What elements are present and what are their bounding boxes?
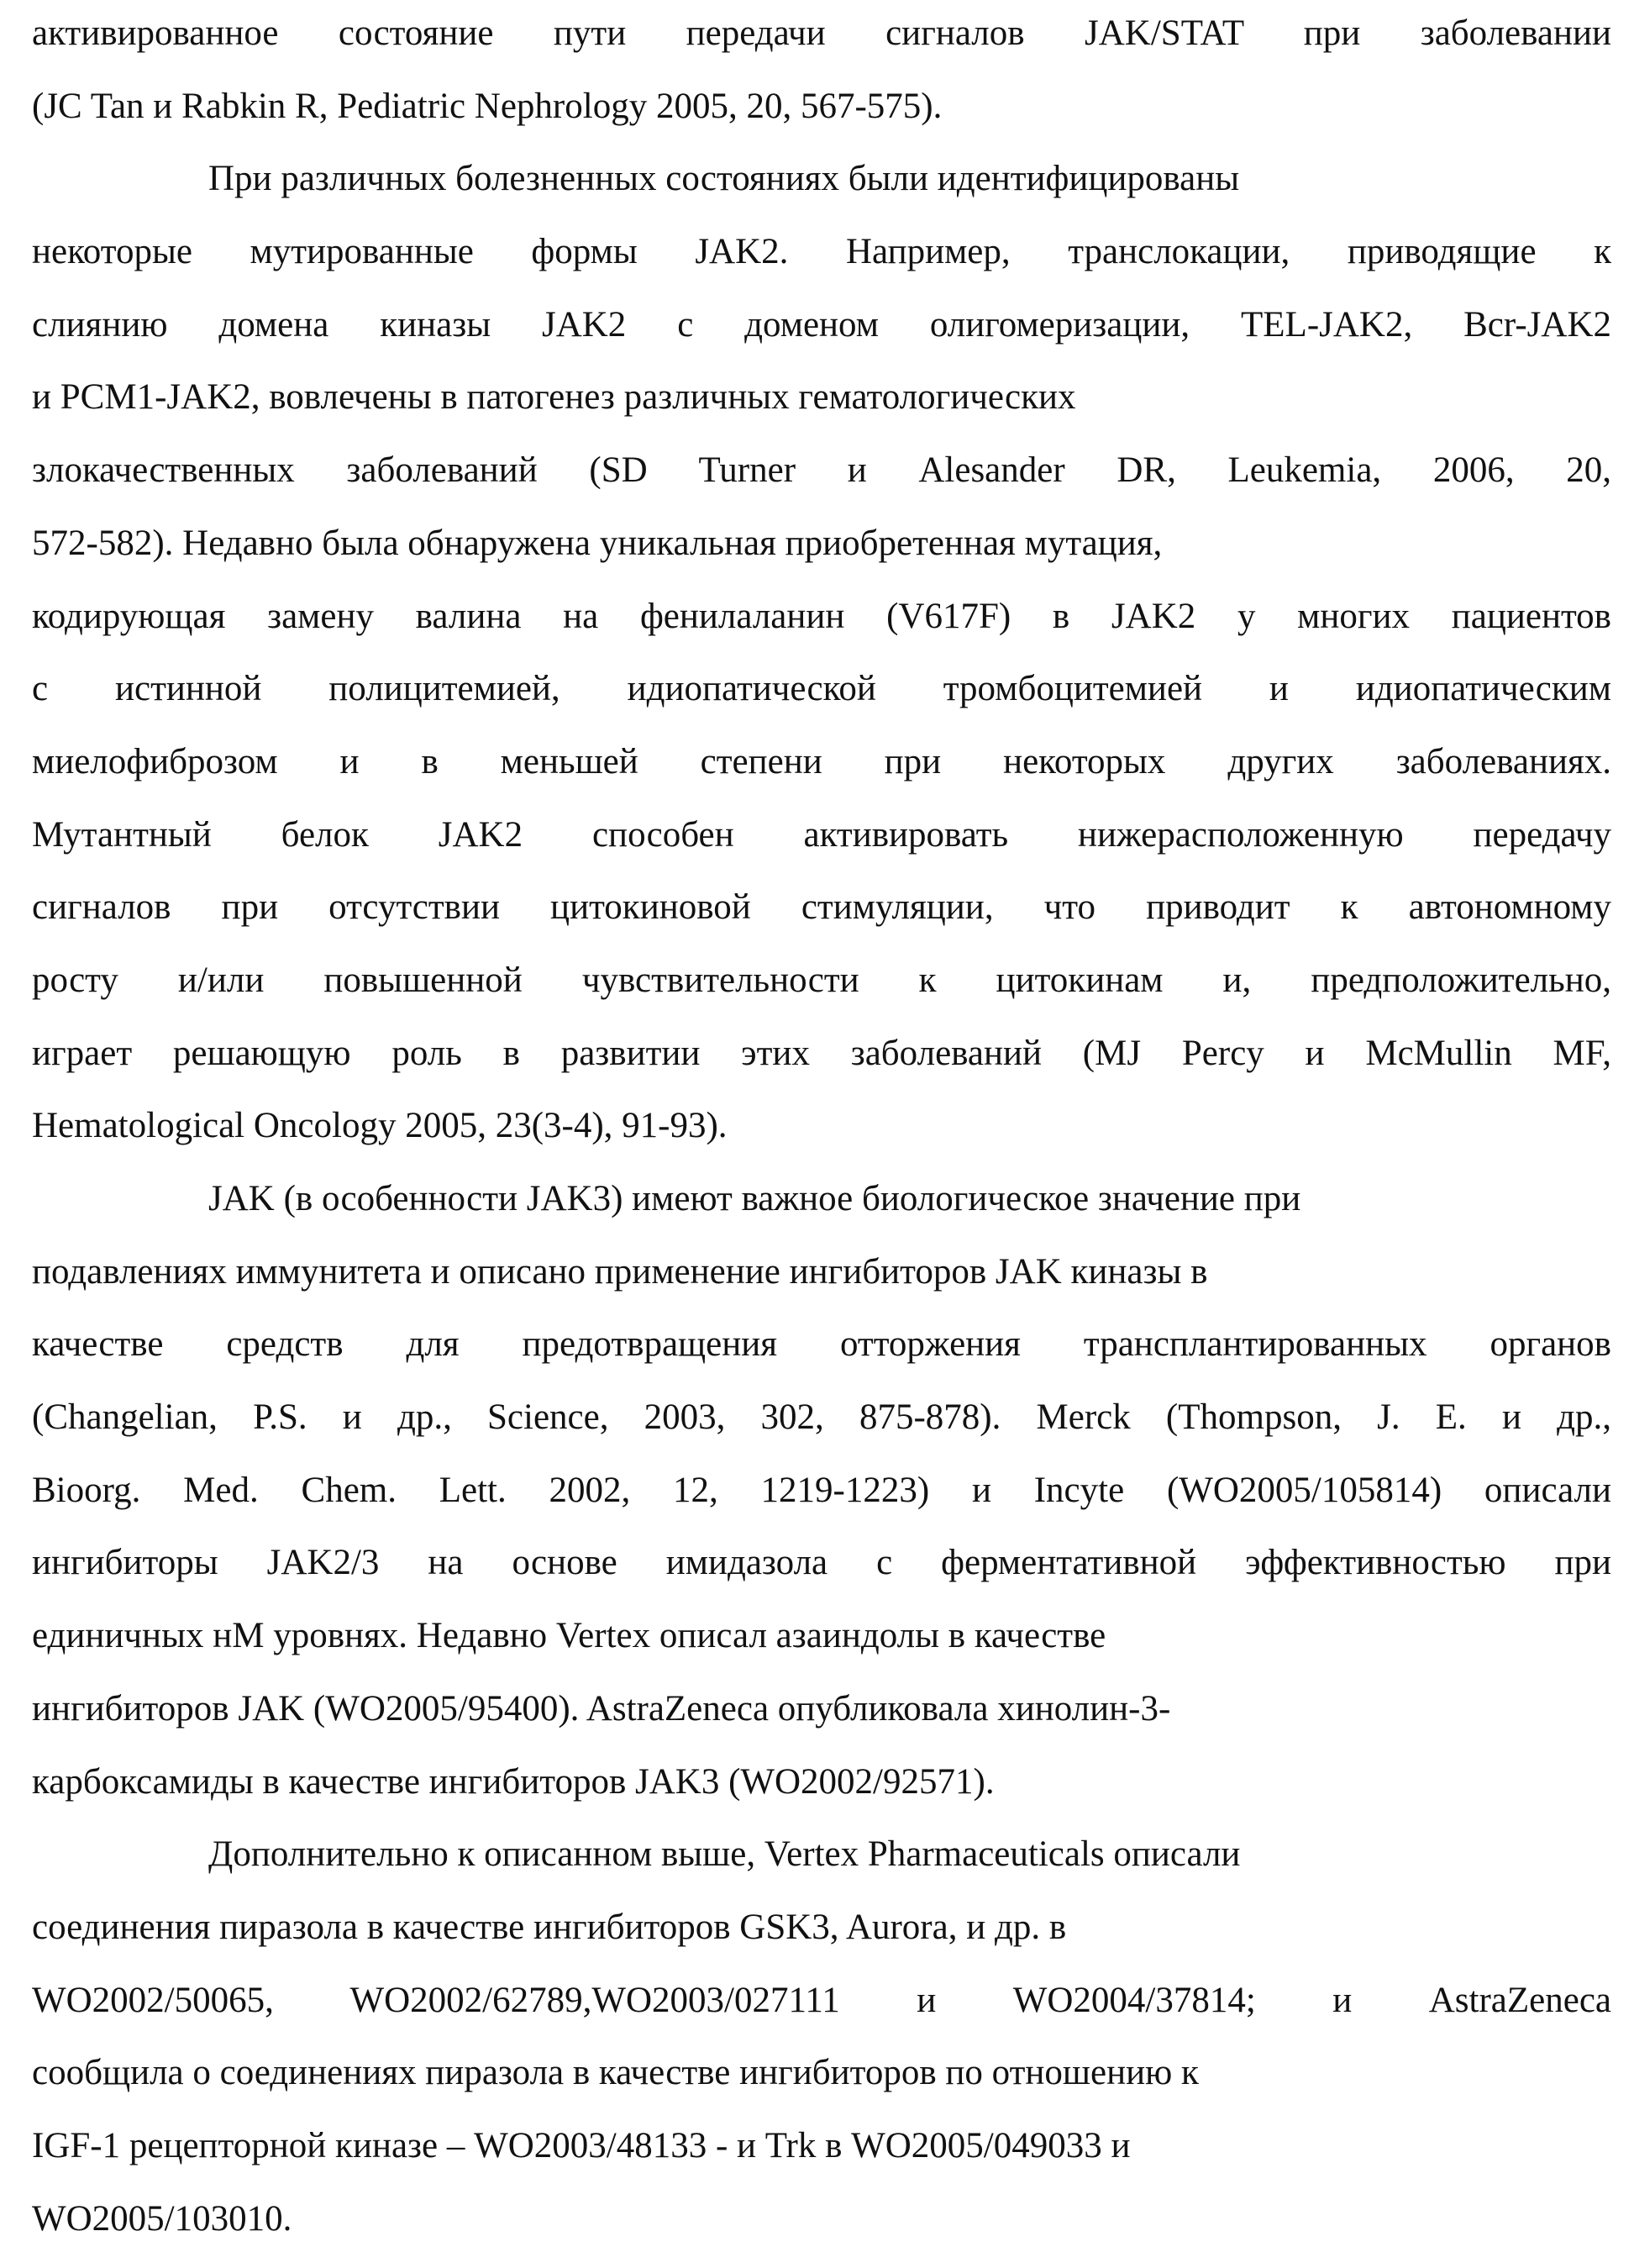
text-line: с истинной полицитемией, идиопатической тромбоцитемией и идиопатическим xyxy=(32,666,1611,739)
text-line: миелофиброзом и в меньшей степени при некоторых других заболеваниях. xyxy=(32,739,1611,812)
text-line: Hematological Oncology 2005, 23(3-4), 91-93). xyxy=(32,1102,1611,1176)
text-line: соединения пиразола в качестве ингибиторов GSK3, Aurora, и др. в xyxy=(32,1904,1611,1977)
text-line: Bioorg. Med. Chem. Lett. 2002, 12, 1219-1223) и Incyte (WO2005/105814) описали xyxy=(32,1467,1611,1540)
text-line: некоторые мутированные формы JAK2. Например, транслокации, приводящие к xyxy=(32,229,1611,302)
text-line: качестве средств для предотвращения отторжения трансплантированных органов xyxy=(32,1321,1611,1394)
text-line: IGF-1 рецепторной киназе – WO2003/48133 - и Trk в WO2005/049033 и xyxy=(32,2123,1611,2196)
text-line: JAK (в особенности JAK3) имеют важное биологическое значение при xyxy=(32,1176,1611,1249)
paragraph xyxy=(32,10,1611,155)
text-line: WO2002/50065, WO2002/62789,WO2003/027111 и WO2004/37814; и AstraZeneca xyxy=(32,1977,1611,2050)
text-line: кодирующая замену валина на фенилаланин (V617F) в JAK2 у многих пациентов xyxy=(32,593,1611,666)
paragraph xyxy=(32,155,1611,1176)
text-line: активированное состояние пути передачи сигналов JAK/STAT при заболевании xyxy=(32,10,1611,83)
text-line: росту и/или повышенной чувствительности к цитокинам и, предположительно, xyxy=(32,957,1611,1030)
text-line: злокачественных заболеваний (SD Turner и Alesander DR, Leukemia, 2006, 20, xyxy=(32,447,1611,520)
text-line: ингибиторы JAK2/3 на основе имидазола с ферментативной эффективностью при xyxy=(32,1539,1611,1613)
text-line: играет решающую роль в развитии этих заболеваний (MJ Percy и McMullin MF, xyxy=(32,1030,1611,1103)
text-line: единичных нМ уровнях. Недавно Vertex описал азаиндолы в качестве xyxy=(32,1613,1611,1686)
text-line: сигналов при отсутствии цитокиновой стимуляции, что приводит к автономному xyxy=(32,884,1611,957)
text-line: (JC Tan и Rabkin R, Pediatric Nephrology 2005, 20, 567-575). xyxy=(32,83,1611,156)
text-line: слиянию домена киназы JAK2 с доменом олигомеризации, TEL-JAK2, Bcr-JAK2 xyxy=(32,302,1611,375)
text-line: Мутантный белок JAK2 способен активировать нижерасположенную передачу xyxy=(32,812,1611,885)
paragraph xyxy=(32,1831,1611,2268)
text-line: 572-582). Недавно была обнаружена уникальная приобретенная мутация, xyxy=(32,520,1611,593)
text-line: Дополнительно к описанном выше, Vertex Pharmaceuticals описали xyxy=(32,1831,1611,1904)
text-line: (Changelian, P.S. и др., Science, 2003, 302, 875-878). Merck (Thompson, J. E. и др., xyxy=(32,1394,1611,1467)
document-body xyxy=(32,10,1611,2268)
paragraph xyxy=(32,1176,1611,1831)
text-line: и PCM1-JAK2, вовлечены в патогенез различных гематологических xyxy=(32,374,1611,447)
text-line: При различных болезненных состояниях были идентифицированы xyxy=(32,155,1611,229)
text-line: ингибиторов JAK (WO2005/95400). AstraZeneca опубликовала хинолин-3- xyxy=(32,1686,1611,1759)
text-line: карбоксамиды в качестве ингибиторов JAK3 (WO2002/92571). xyxy=(32,1759,1611,1832)
text-line: WO2005/103010. xyxy=(32,2196,1611,2268)
text-line: подавлениях иммунитета и описано применение ингибиторов JAK киназы в xyxy=(32,1249,1611,1322)
text-line: сообщила о соединениях пиразола в качестве ингибиторов по отношению к xyxy=(32,2050,1611,2123)
